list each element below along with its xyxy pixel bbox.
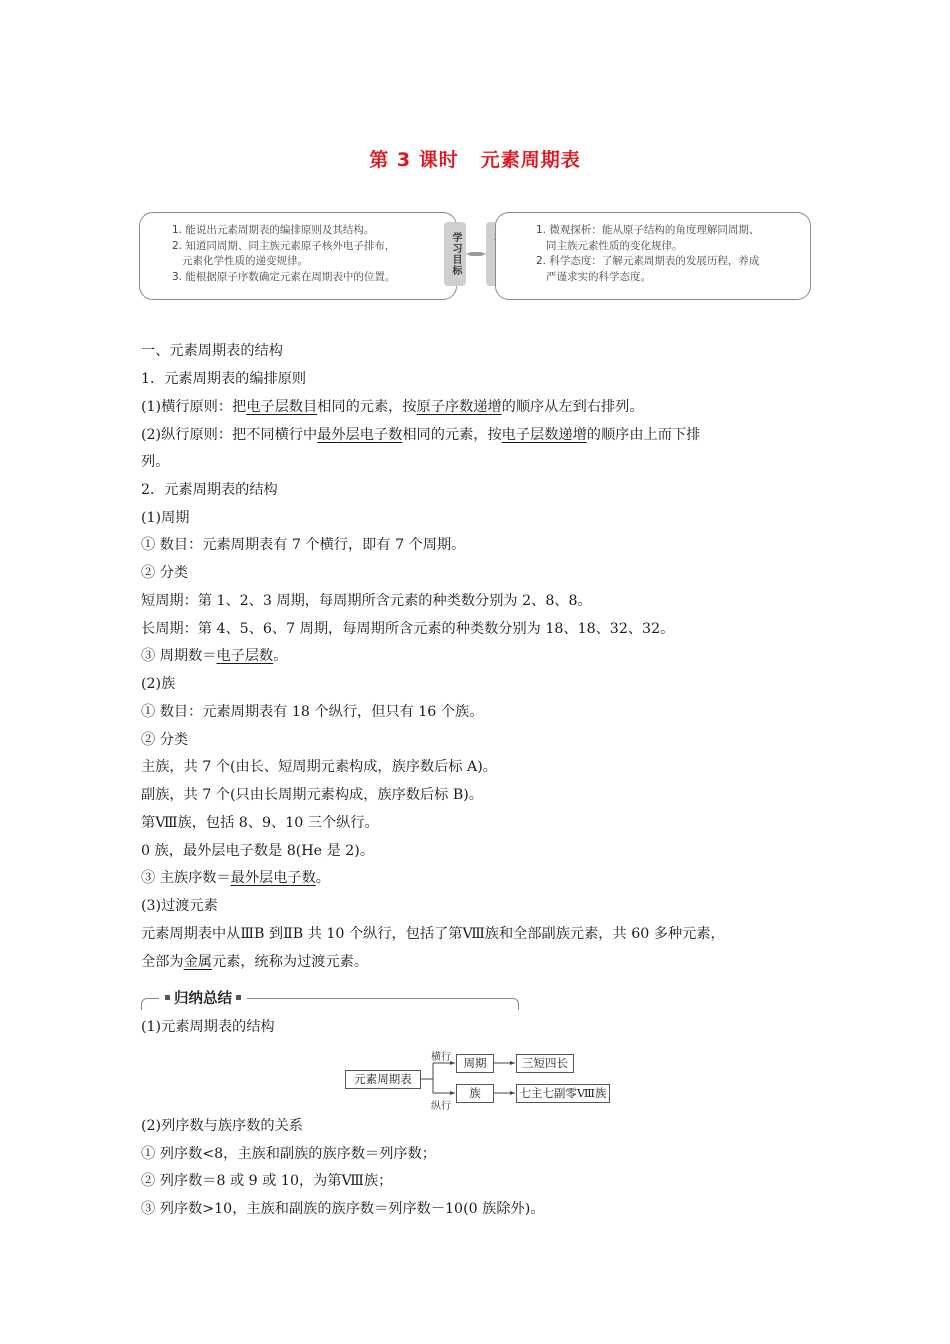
paragraph: ② 分类 <box>141 732 189 748</box>
paragraph: (1)周期 <box>141 510 190 526</box>
paragraph: 列。 <box>141 454 170 470</box>
core-competency-panel <box>495 212 811 300</box>
lesson-number: 第 3 课时 <box>369 149 459 171</box>
competency-item: 1. 微观探析：能从原子结构的角度理解同周期、 <box>536 224 760 236</box>
paragraph: 短周期：第 1、2、3 周期，每周期所含元素的种类数分别为 2、8、8。 <box>141 593 592 609</box>
paragraph: 副族，共 7 个(只由长周期元素构成，族序数后标 B)。 <box>141 787 483 803</box>
diagram-label-rows: 横行 <box>431 1052 451 1063</box>
paragraph: (1)横行原则：把电子层数目相同的元素，按原子序数递增的顺序从左到右排列。 <box>141 399 644 415</box>
lesson-topic: 元素周期表 <box>480 149 581 171</box>
square-bullet-icon <box>165 995 170 1000</box>
paragraph: (2)族 <box>141 676 176 692</box>
objective-item: 3. 能根据原子序数确定元素在周期表中的位置。 <box>172 270 396 283</box>
competency-item: 严谨求实的科学态度。 <box>546 270 651 283</box>
paragraph: ③ 周期数＝电子层数。 <box>141 648 288 664</box>
summary-heading: (2)列序数与族序数的关系 <box>141 1118 303 1134</box>
summary-header <box>141 987 519 1011</box>
paragraph: 主族，共 7 个(由长、短周期元素构成，族序数后标 A)。 <box>141 759 497 775</box>
summary-rule: ③ 列序数>10，主族和副族的族序数＝列序数－10(0 族除外)。 <box>141 1201 545 1217</box>
paragraph: 0 族，最外层电子数是 8(He 是 2)。 <box>141 843 375 859</box>
summary-rule: ① 列序数<8，主族和副族的族序数＝列序数； <box>141 1146 436 1162</box>
objective-item: 元素化学性质的递变规律。 <box>182 255 308 267</box>
answer-blank: 原子序数递增 <box>416 399 502 415</box>
answer-blank: 最外层电子数 <box>230 870 316 886</box>
competency-item: 同主族元素性质的变化规律。 <box>546 239 683 252</box>
learning-objectives-tab: 学习目标 <box>444 222 466 286</box>
answer-blank: 金属 <box>183 954 212 970</box>
paragraph: 元素周期表中从ⅢB 到ⅡB 共 10 个纵行，包括了第Ⅷ族和全部副族元素，共 60 多种元素， <box>141 926 725 942</box>
subsection-heading: 2．元素周期表的结构 <box>141 482 278 498</box>
paragraph: ① 数目：元素周期表有 7 个横行，即有 7 个周期。 <box>141 537 466 553</box>
answer-blank: 电子层数目 <box>246 399 318 415</box>
answer-blank: 电子层数 <box>216 648 274 664</box>
subsection-heading: 1．元素周期表的编排原则 <box>141 371 307 387</box>
diagram-period-box: 周期 <box>456 1054 494 1073</box>
diagram-label-columns: 纵行 <box>431 1101 451 1112</box>
diagram-period-result: 三短四长 <box>516 1054 574 1073</box>
paragraph: (2)纵行原则：把不同横行中最外层电子数相同的元素，按电子层数递增的顺序由上而下排 <box>141 427 701 443</box>
page-title <box>0 145 950 172</box>
diagram-group-box: 族 <box>456 1084 494 1103</box>
paragraph: ① 数目：元素周期表有 18 个纵行，但只有 16 个族。 <box>141 704 484 720</box>
answer-blank: 最外层电子数 <box>317 427 403 443</box>
paragraph: 长周期：第 4、5、6、7 周期，每周期所含元素的种类数分别为 18、18、32、32。 <box>141 621 675 637</box>
structure-diagram <box>343 1046 613 1111</box>
learning-objectives-panel <box>139 212 457 300</box>
paragraph: ③ 主族序数＝最外层电子数。 <box>141 870 330 886</box>
diagram-root-box: 元素周期表 <box>345 1070 421 1089</box>
paragraph: ② 分类 <box>141 565 189 581</box>
summary-label: 归纳总结 <box>174 991 232 1007</box>
summary-heading: (1)元素周期表的结构 <box>141 1019 275 1035</box>
paragraph: 全部为金属元素，统称为过渡元素。 <box>141 954 369 970</box>
double-arrow-icon <box>466 252 486 256</box>
competency-item: 2. 科学态度：了解元素周期表的发展历程，养成 <box>536 255 760 267</box>
section-heading: 一、元素周期表的结构 <box>141 343 283 359</box>
objective-item: 2. 知道同周期、同主族元素原子核外电子排布， <box>172 239 396 252</box>
diagram-group-result: 七主七副零Ⅷ族 <box>516 1084 610 1103</box>
summary-rule: ② 列序数＝8 或 9 或 10，为第Ⅷ族； <box>141 1173 393 1189</box>
paragraph: 第Ⅷ族，包括 8、9、10 三个纵行。 <box>141 815 379 831</box>
answer-blank: 电子层数递增 <box>501 427 587 443</box>
paragraph: (3)过渡元素 <box>141 898 218 914</box>
square-bullet-icon <box>236 995 241 1000</box>
objective-item: 1. 能说出元素周期表的编排原则及其结构。 <box>172 224 375 236</box>
